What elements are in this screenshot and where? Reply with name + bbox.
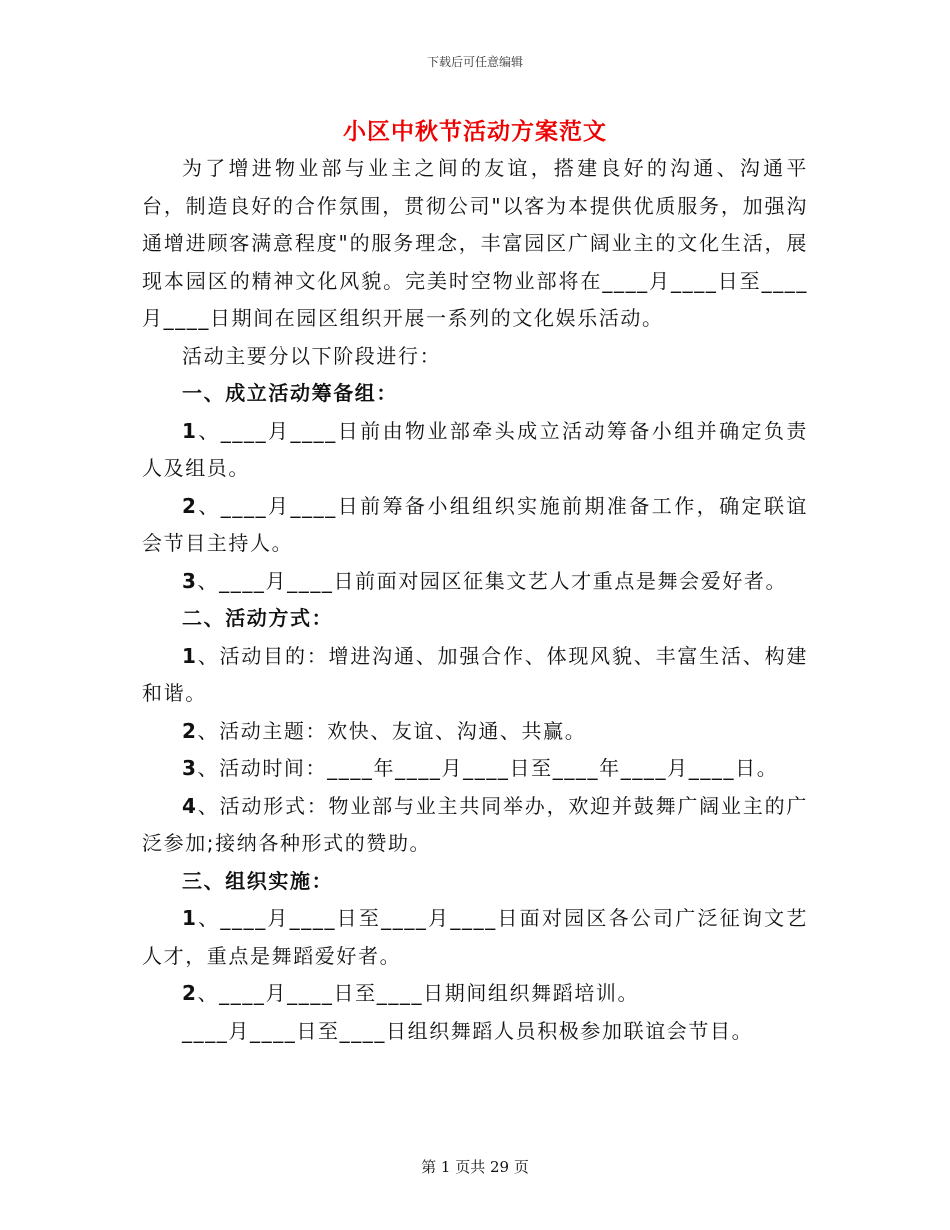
- item-text: 、____月____日前由物业部牵头成立活动筹备小组并确定负责人及组员。: [142, 418, 808, 480]
- last-line: ____月____日至____日组织舞蹈人员积极参加联谊会节目。: [182, 1018, 754, 1043]
- item-number: 1: [182, 418, 198, 443]
- item-number: 2: [182, 718, 198, 743]
- list-item: [142, 900, 808, 975]
- list-item: [142, 975, 808, 1013]
- section-heading-1: 一、成立活动筹备组：: [182, 381, 398, 405]
- item-text: 、活动时间：____年____月____日至____年____月____日。: [197, 756, 779, 780]
- item-text: 、____月____日前筹备小组组织实施前期准备工作，确定联谊会节目主持人。: [142, 493, 808, 555]
- list-item: [142, 788, 808, 863]
- item-text: 、活动目的：增进沟通、加强合作、体现风貌、丰富生活、构建和谐。: [142, 643, 808, 705]
- item-number: 1: [182, 643, 198, 668]
- header-note: 下载后可任意编辑: [426, 55, 523, 69]
- list-item: [142, 750, 808, 788]
- list-item: [142, 413, 808, 488]
- item-number: 1: [182, 906, 198, 930]
- document-body: [142, 150, 808, 1050]
- item-number: 2: [182, 493, 198, 518]
- item-number: 2: [182, 981, 198, 1005]
- list-item: [142, 488, 808, 563]
- page-footer: 第 1 页共 29 页: [421, 1158, 529, 1176]
- item-text: 、活动主题：欢快、友谊、沟通、共赢。: [197, 718, 587, 743]
- item-text: 、活动形式：物业部与业主共同举办，欢迎并鼓舞广阔业主的广泛参加;接纳各种形式的赞助。: [142, 793, 808, 855]
- list-item: [142, 638, 808, 713]
- item-number: 3: [182, 756, 198, 780]
- item-text: 、____月____日至____日期间组织舞蹈培训。: [197, 981, 640, 1005]
- section-heading-2: 二、活动方式：: [182, 606, 334, 630]
- list-item: [142, 563, 808, 601]
- list-item: [142, 713, 808, 751]
- intro-paragraph: 为了增进物业部与业主之间的友谊，搭建良好的沟通、沟通平台，制造良好的合作氛围，贯彻公司"以客为本提供优质服务，加强沟通增进顾客满意程度"的服务理念，丰富园区广阔业主的文化生活，展现本园区的精神文化风貌。完美时空物业部将在____月____日至____月____日期间在园区组织开展一系列的文化娱乐活动。: [142, 156, 808, 330]
- item-text: 、____月____日前面对园区征集文艺人才重点是舞会爱好者。: [197, 568, 788, 593]
- item-text: 、____月____日至____月____日面对园区各公司广泛征询文艺人才，重点是舞蹈爱好者。: [142, 906, 808, 968]
- section-heading-3: 三、组织实施：: [182, 868, 334, 893]
- stages-intro: 活动主要分以下阶段进行：: [182, 343, 442, 368]
- item-number: 4: [182, 793, 198, 818]
- item-number: 3: [182, 568, 198, 593]
- document-title: 小区中秋节活动方案范文: [343, 119, 607, 145]
